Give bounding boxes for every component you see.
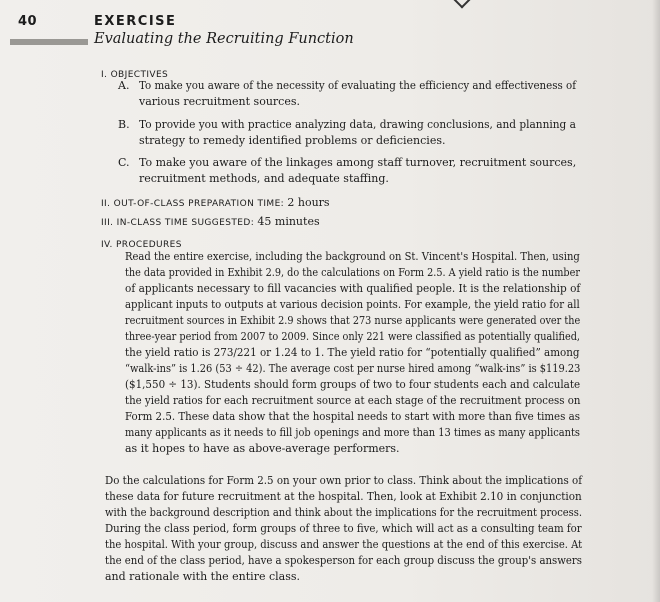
objectives-heading: I. OBJECTIVES: [101, 70, 169, 80]
paragraph-line: “walk-ins” is 1.26 (53 ÷ 42). The average cost per nurse hired among “walk-ins” is $119.23: [125, 362, 581, 375]
paragraph-line: as it hopes to have as above-average performers.: [125, 442, 400, 455]
paragraph-line: of applicants necessary to fill vacancies with qualified people. It is the relationship of: [125, 282, 581, 295]
objective-a-line-2: various recruitment sources.: [139, 95, 300, 108]
paragraph-line: ($1,550 ÷ 13). Students should form groups of two to four students each and calculate: [125, 378, 581, 391]
class-time-row: [101, 215, 320, 228]
page-number: 40: [18, 14, 38, 29]
paragraph-line: the end of the class period, have a spokesperson for each group discuss the group's answers: [105, 554, 582, 567]
paragraph-line: Read the entire exercise, including the background on St. Vincent's Hospital. Then, using: [125, 250, 580, 263]
objective-b-line-2: strategy to remedy identified problems or deficiencies.: [139, 134, 446, 147]
paragraph-line: Form 2.5. These data show that the hospital needs to start with more than five times as: [125, 410, 580, 423]
paragraph-line: the yield ratios for each recruitment source at each stage of the recruitment process on: [125, 394, 581, 407]
paragraph-line: During the class period, form groups of three to five, which will act as a consulting team for: [105, 522, 582, 535]
section-label: EXERCISE: [94, 14, 177, 29]
paragraph-line: and rationale with the entire class.: [105, 570, 300, 583]
paragraph-line: recruitment sources in Exhibit 2.9 shows that 273 nurse applicants were generated over the: [125, 314, 581, 327]
paragraph-line: three-year period from 2007 to 2009. Since only 221 were classified as potentially qualified,: [125, 330, 581, 343]
class-time-heading: III. IN-CLASS TIME SUGGESTED:: [101, 218, 255, 228]
paragraph-line: these data for future recruitment at the hospital. Then, look at Exhibit 2.10 in conjunction: [105, 490, 582, 503]
objective-letter: A.: [118, 79, 130, 92]
prep-time-row: [101, 196, 330, 209]
prep-time-heading: II. OUT-OF-CLASS PREPARATION TIME:: [101, 199, 285, 209]
objective-b-line-1: To provide you with practice analyzing data, drawing conclusions, and planning a: [139, 118, 576, 131]
paragraph-line: many applicants as it needs to fill job openings and more than 13 times as many applicants: [125, 426, 580, 439]
objective-c-line-1: To make you aware of the linkages among staff turnover, recruitment sources,: [139, 156, 577, 169]
header-rule: [10, 39, 88, 45]
procedures-heading: IV. PROCEDURES: [101, 240, 182, 250]
objective-letter: B.: [118, 118, 130, 131]
objective-a-line-1: To make you aware of the necessity of evaluating the efficiency and effectiveness of: [139, 79, 577, 92]
objective-c-line-2: recruitment methods, and adequate staffing.: [139, 172, 389, 185]
page-edge-shadow: [652, 0, 660, 602]
chevron-down-icon: [454, 0, 471, 8]
page-title: Evaluating the Recruiting Function: [94, 31, 354, 47]
paragraph-line: the data provided in Exhibit 2.9, do the calculations on Form 2.5. A yield ratio is the number: [125, 266, 580, 279]
class-time-value: 45 minutes: [257, 215, 320, 228]
paragraph-line: with the background description and think about the implications for the recruitment process.: [105, 506, 583, 519]
paragraph-line: the yield ratio is 273/221 or 1.24 to 1. The yield ratio for “potentially qualified” among: [125, 346, 580, 359]
paragraph-line: applicant inputs to outputs at various decision points. For example, the yield ratio for all: [125, 298, 580, 311]
prep-time-value: 2 hours: [287, 196, 330, 209]
objective-letter: C.: [118, 156, 130, 169]
paragraph-line: the hospital. With your group, discuss and answer the questions at the end of this exercise. At: [105, 538, 583, 551]
paragraph-line: Do the calculations for Form 2.5 on your own prior to class. Think about the implications of: [105, 474, 583, 487]
